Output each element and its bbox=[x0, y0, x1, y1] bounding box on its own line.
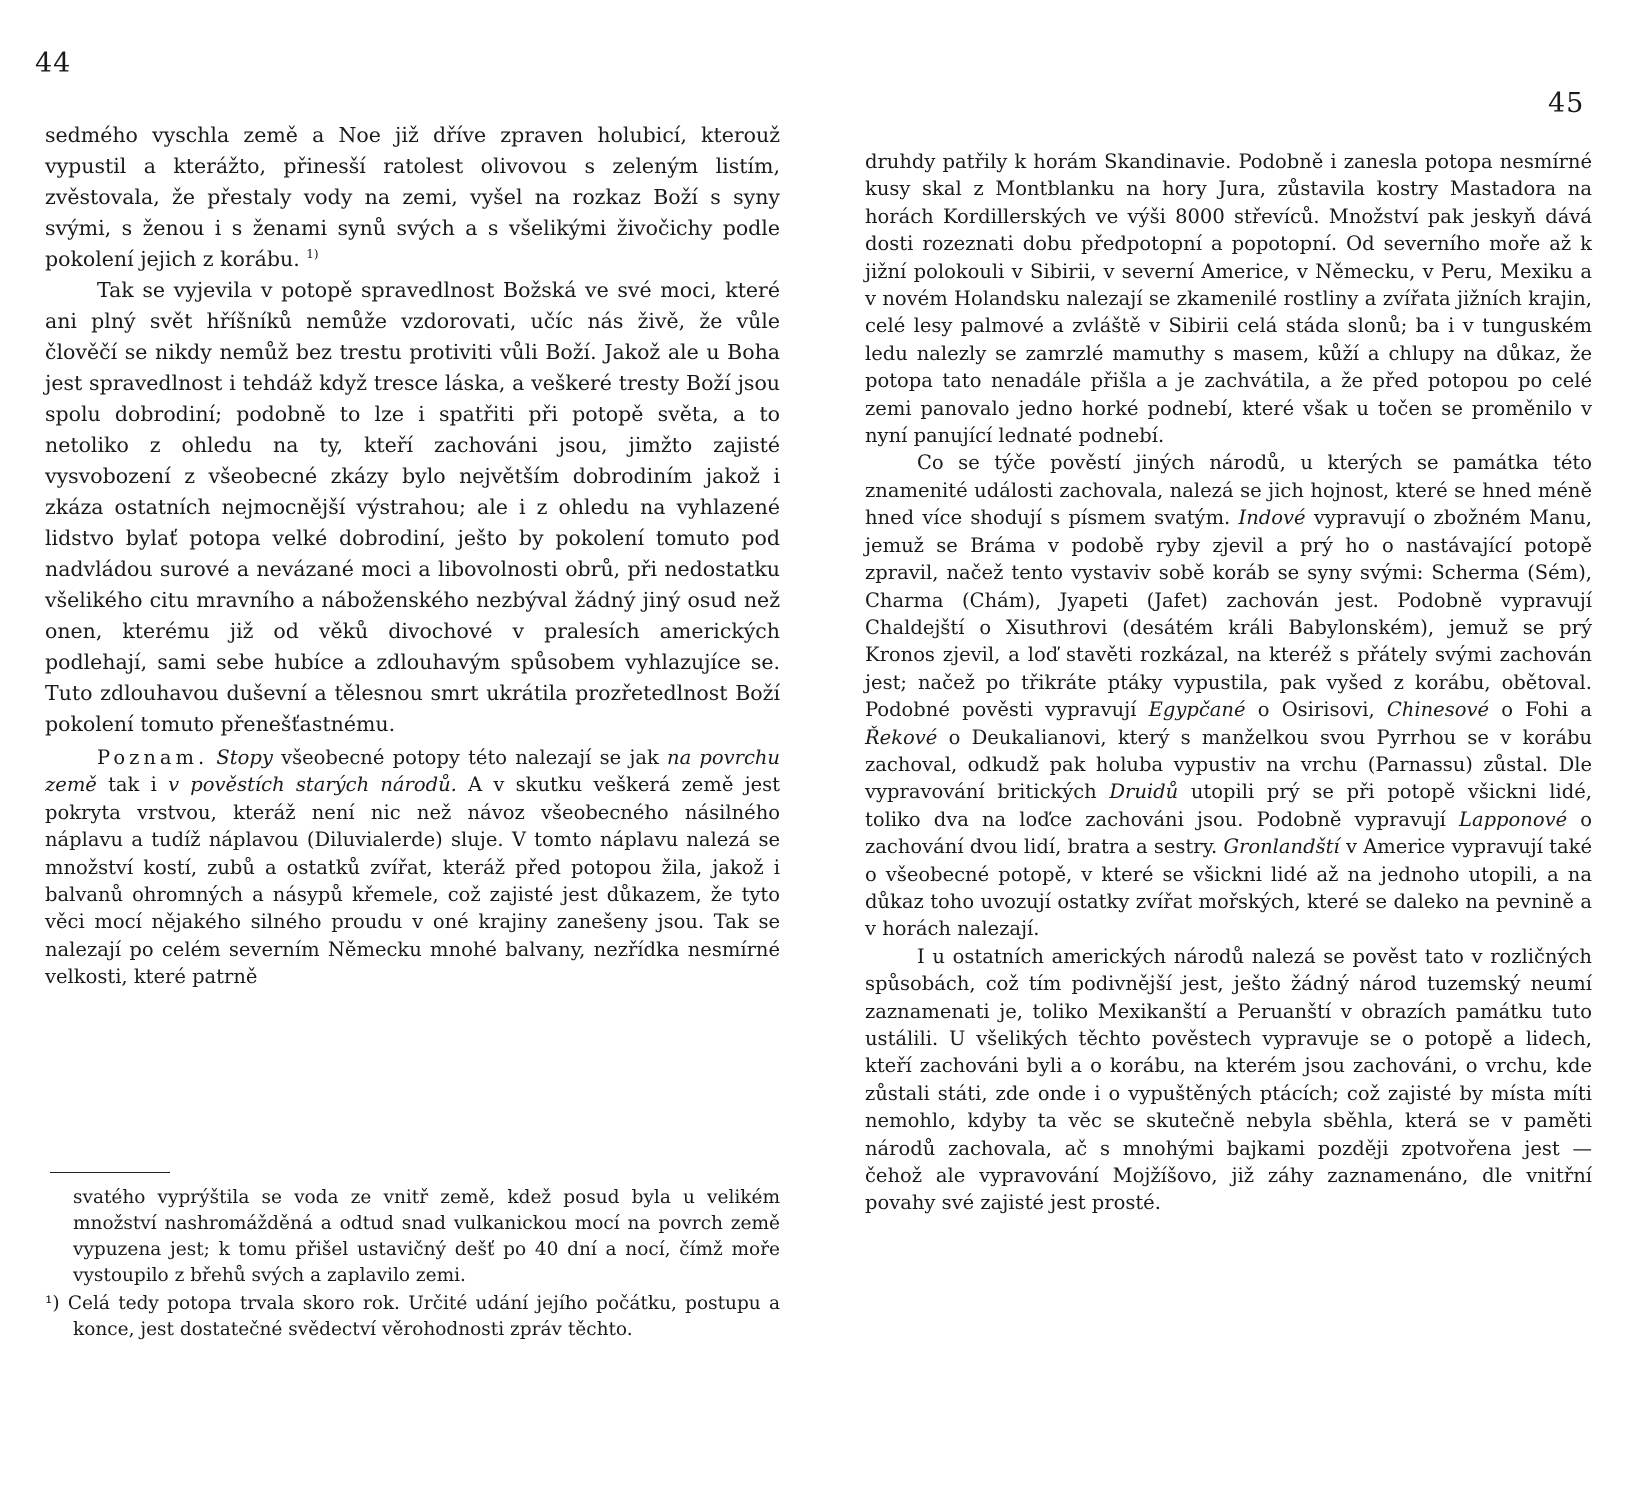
paragraph: sedmého vyschla země a Noe již dříve zpraven holubicí, kterouž vypustil a kterážto, přinesší ratolest olivovou s zeleným listím, zvěstovala, že přestaly vody na zemi, vyšel na rozkaz Boží s syny svými, s ženou i s ženami synů svých a s všelikými živočichy podle pokolení jejich z korábu. $^{1)}$ bbox=[45, 123, 780, 271]
paragraph: Co se týče pověstí jiných národů, u kterých se památka této znamenité události zachovala, nalezá se jich hojnost, které se hned méně hned více shodují s písmem svatým. Indové vypravují o zbožném Manu, jemuž se Bráma v podobě ryby zjevil a prý ho o nastávající potopě zpravil, načež tento vystaviv sobě koráb se syny svými: Scherma (Sém), Charma (Chám), Jyapeti (Jafet) zachován jest. Podobně vypravují Chaldejští o Xisuthrovi (desátém králi Babylonském), jemuž se prý Kronos zjevil, a loď stavěti rozkázal, na kteréž s přátely svými zachován jest; načež po třikráte ptáky vypustila, pak vyšed z korábu, obětoval. Podobné pověsti vypravují Egypčané o Osirisovi, Chinesové o Fohi a Řekové o Deukalianovi, který s manželkou svou Pyrrhou se v korábu zachoval, odkudž pak holuba vypustiv na vrchu (Parnassu) zůstal. Dle vypravování britických Druidů utopili prý se při potopě všickni lidé, toliko dva na loďce zachováni jsou. Podobně vypravují Lapponové o zachování dvou lidí, bratra a sestry. Gronlandští v Americe vypravují také o všeobecné potopě, v které se všickni lidé až na jednoho utopili, a na důkaz toho uvozují ostatky zvířat mořských, které se daleko na pevnině a v horách nalezají. bbox=[865, 451, 1593, 941]
page-number-left: 44 bbox=[35, 48, 72, 79]
footnote-divider bbox=[50, 1172, 170, 1173]
paragraph: I u ostatních amerických národů nalezá se pověst tato v rozličných spůsobách, což tím podivnější jest, ješto žádný národ tuzemský neumí zaznamenati je, toliko Mexikanští a Peruanští v obrazích památku tuto ustálili. U všelikých těchto pověstech vypravuje se o potopě a lidech, kteří zachováni byli a o korábu, na kterém jsou zachováni, o vrchu, kde zůstali státi, zde onde i o vypuštěných ptácích; což zajisté by místa míti nemohlo, kdyby ta věc se skutečně nebyla sběhla, která se v paměti národů zachovala, ač s mnohými bajkami později zpotvořena jest — čehož ale vypravování Mojžíšovo, již záhy zaznamenáno, dle vnitřní povahy své zajisté jest prosté. bbox=[865, 944, 1592, 1215]
paragraph: Tak se vyjevila v potopě spravedlnost Božská ve své moci, které ani plný svět hříšníků nemůže vzdorovati, učíc nás živě, že vůle člověčí se nikdy nemůž bez trestu protiviti vůli Boží. Jakož ale u Boha jest spravedlnost i tehdáž když tresce láska, a veškeré tresty Boží jsou spolu dobrodiní; podobně to lze i spatřiti při potopě světa, a to netoliko z ohledu na ty, kteří zachováni jsou, jimžto zajisté vysvobození z všeobecné zkázy bylo největším dobrodiním jakož i zkáza ostatních nejmocnější výstrahou; ale i z ohledu na vyhlazené lidstvo bylať potopa velké dobrodiní, ješto by pokolení tomuto pod nadvládou surové a nevázané moci a libovolnosti obrů, při nedostatku všelikého citu mravního a náboženského nezbýval žádný jiný osud než onen, kterému již od věků divochové v pralesích amerických podlehají, sami sebe hubíce a zdlouhavým spůsobem vyhlazujíce se. Tuto zdlouhavou duševní a tělesnou smrt ukrátila prozřetedlnost Boží pokolení tomuto přenešťastnému. bbox=[45, 278, 780, 736]
footnote-continuation: svatého vyprýštila se voda ze vnitř země, kdež posud byla u velikém množství nashromážděná a odtud snad vulkanickou mocí na povrch země vypuzena jest; k tomu přišel ustavičný dešť po 40 dní a nocí, čímž moře vystoupilo z břehů svých a zaplavilo zemi. bbox=[73, 1187, 780, 1286]
paragraph: druhdy patřily k horám Skandinavie. Podobně i zanesla potopa nesmírné kusy skal z Montblanku na hory Jura, zůstavila kostry Mastadora na horách Kordillerských ve výši 8000 střevíců. Množství pak jeskyň dává dosti rozeznati dobu předpotopní a popotopní. Od severního moře až k jižní polokouli v Sibirii, v severní Americe, v Německu, v Peru, Mexiku a v novém Holandsku nalezají se zkamenilé rostliny a zvířata jižních krajin, celé lesy palmové a zvláště v Sibirii celá stáda slonů; ba i v tunguském ledu nalezly se zamrzlé mamuthy s masem, kůží a chlupy na důkaz, že potopa tato nenadále přišla a je zachvátila, a že před potopou po celé zemi panovalo jedno horké podnebí, které však u točen se proměnilo v nyní panující lednaté podnebí. bbox=[865, 150, 1592, 448]
footnotes bbox=[45, 1185, 780, 1343]
footnote-marker: ¹) bbox=[45, 1293, 60, 1314]
footnote: ¹) Celá tedy potopa trvala skoro rok. Určité udání jejího počátku, postupu a konce, jest dostatečné svědectví věrohodnosti zpráv těchto. bbox=[45, 1293, 780, 1340]
note-label: Poznam. bbox=[97, 746, 209, 769]
note-paragraph: Poznam. Stopy všeobecné potopy této nalezají se jak na povrchu země tak i v pověstích starých národů. A v skutku veškerá země jest pokryta vrstvou, kteráž není nic než návoz všeobecného násilného náplavu a tudíž náplavou (Diluvialerde) sluje. V tomto náplavu nalezá se množství kostí, zubů a ostatků zvířat, kteráž před potopou žila, jakož i balvanů ohromných a násypů křemele, což zajisté jest důkazem, že tyto věci mocí nějakého silného proudu v oné krajiny zanešeny jsou. Tak se nalezají po celém severním Německu mnohé balvany, nezřídka nesmírné velkosti, které patrně bbox=[45, 746, 781, 989]
right-page bbox=[815, 0, 1630, 1500]
left-body-text bbox=[45, 120, 780, 991]
right-body-text bbox=[865, 148, 1592, 1217]
footnote-reference: 1) bbox=[306, 247, 319, 262]
page-number-right: 45 bbox=[1548, 88, 1585, 119]
